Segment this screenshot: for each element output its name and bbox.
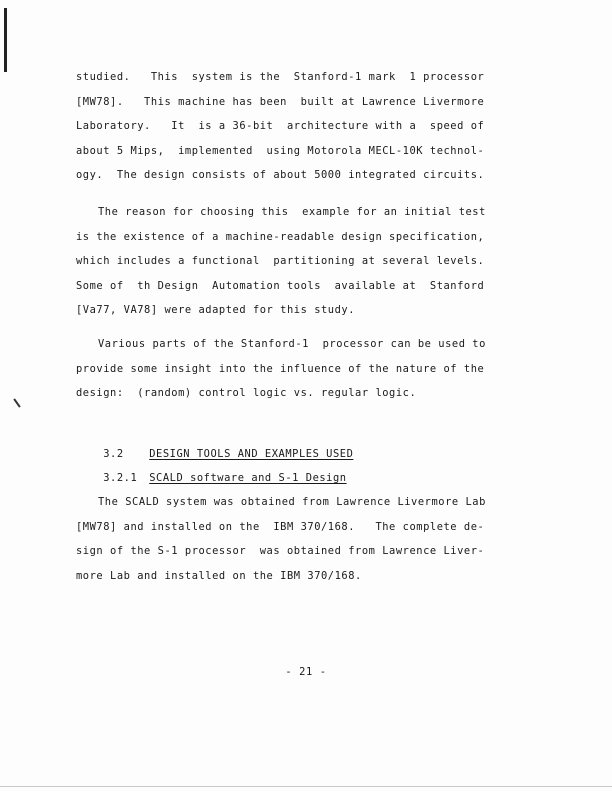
text-line: provide some insight into the influence of the nature of the [76, 362, 485, 375]
text-line: about 5 Mips, implemented using Motorola MECL-10K technol- [76, 144, 485, 157]
scan-margin-tick [13, 398, 20, 407]
text-line: ogy. The design consists of about 5000 integrated circuits. [76, 169, 485, 181]
text-line: studied. This system is the Stanford-1 mark 1 processor [76, 71, 485, 83]
section-title: DESIGN TOOLS AND EXAMPLES USED [149, 448, 354, 460]
section-number: 3.2 [103, 448, 124, 460]
paragraph-processor-parts [76, 332, 516, 406]
scan-edge-mark [4, 8, 7, 72]
subsection-number: 3.2.1 [103, 472, 138, 484]
paragraph-choice-reason [76, 200, 516, 323]
text-line: [MW78] and installed on the IBM 370/168. The complete de- [76, 520, 485, 533]
text-line: Some of th Design Automation tools available at Stanford [76, 279, 485, 292]
text-line: Laboratory. It is a 36-bit architecture with a speed of [76, 120, 485, 132]
page-number: - 21 - [285, 666, 327, 678]
text-line: design: (random) control logic vs. regular logic. [76, 387, 417, 399]
text-line: The SCALD system was obtained from Lawrence Livermore Lab [98, 496, 486, 508]
scan-bottom-edge [0, 786, 612, 787]
text-line: which includes a functional partitioning at several levels. [76, 255, 485, 267]
text-line: sign of the S-1 processor was obtained from Lawrence Liver- [76, 545, 485, 557]
text-line: is the existence of a machine-readable design specification, [76, 230, 485, 243]
paragraph-scald-system [76, 490, 516, 588]
text-line: more Lab and installed on the IBM 370/168. [76, 569, 362, 582]
text-line: [MW78]. This machine has been built at Lawrence Livermore [76, 95, 485, 108]
text-line: The reason for choosing this example for an initial test [98, 206, 486, 218]
paragraph-stanford-processor [76, 65, 516, 188]
text-line: [Va77, VA78] were adapted for this study. [76, 304, 356, 316]
subsection-title: SCALD software and S-1 Design [149, 472, 347, 484]
text-line: Various parts of the Stanford-1 processor can be used to [98, 338, 486, 350]
